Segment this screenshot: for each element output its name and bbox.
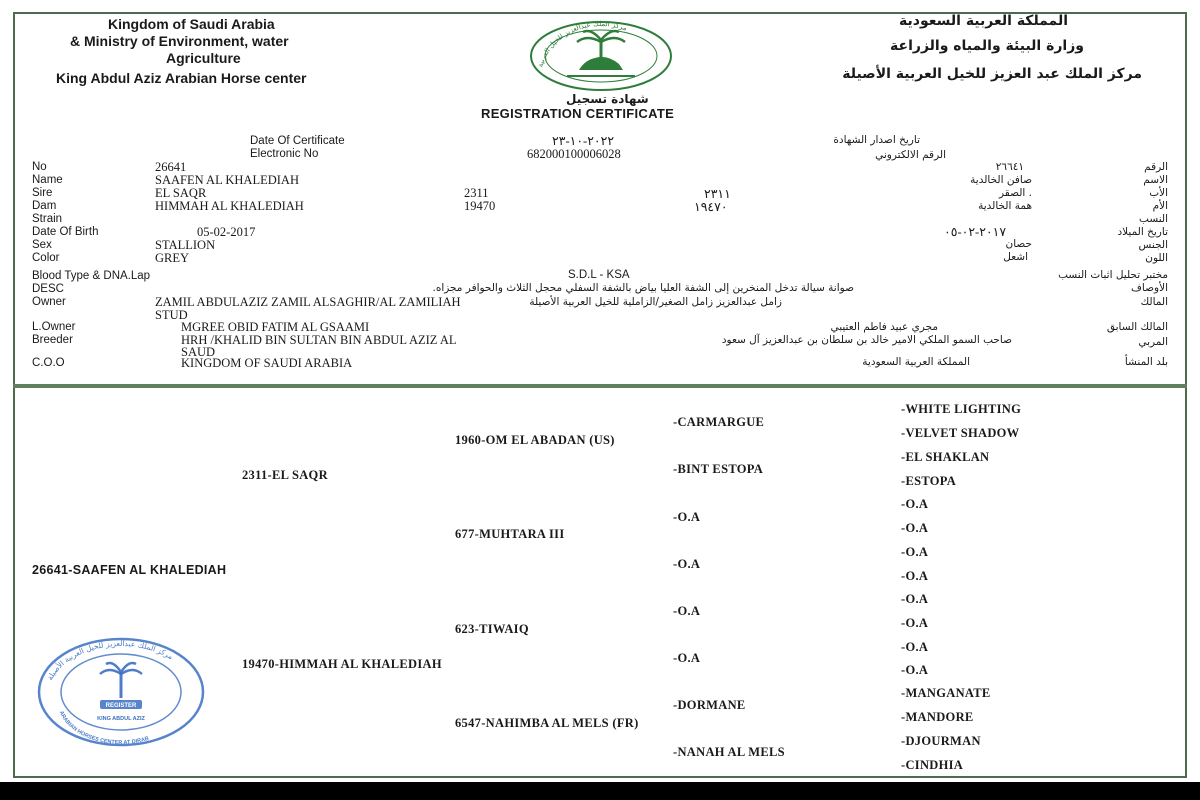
pedigree-gen2-3: 623-TIWAIQ xyxy=(455,622,529,636)
pedigree-gen2-4: 6547-NAHIMBA AL MELS (FR) xyxy=(455,716,639,730)
date-of-birth-label-ar: تاريخ الميلاد xyxy=(1117,226,1168,238)
stamp-text-bottom: ARABIAN HORSES CENTER AT DIRAB xyxy=(57,710,150,747)
pedigree-gen3-5: -O.A xyxy=(673,604,701,618)
pedigree-sire: 2311-EL SAQR xyxy=(242,468,328,482)
desc-value-ar: صوانة سيالة تدخل المنخرين إلى الشفة العليا بياض بالشفة السفلي محجل الثلاث والحوافر مجزاه. xyxy=(432,282,854,294)
pedigree-gen4-2: -VELVET SHADOW xyxy=(901,426,1020,440)
dam-number-ar: ١٩٤٧٠ xyxy=(694,200,728,214)
coo-label: C.O.O xyxy=(32,357,65,369)
coo-value: KINGDOM OF SAUDI ARABIA xyxy=(181,356,353,370)
breeder-value-line1: HRH /KHALID BIN SULTAN BIN ABDUL AZIZ AL xyxy=(181,333,457,347)
pedigree-gen2-2: 677-MUHTARA III xyxy=(455,527,565,541)
header-ar-line3: مركز الملك عبد العزيز للخيل العربية الأصيلة xyxy=(842,66,1142,82)
blood-type-label: Blood Type & DNA.Lap xyxy=(32,270,151,282)
electronic-no-value: 682000100006028 xyxy=(527,147,621,161)
dam-label-ar: الأم xyxy=(1152,200,1168,212)
pedigree-gen4-4: -ESTOPA xyxy=(901,474,957,488)
strain-label: Strain xyxy=(32,213,63,225)
header-ar-line1: المملكة العربية السعودية xyxy=(899,13,1068,29)
name-label: Name xyxy=(32,174,63,186)
bottom-black-bar xyxy=(0,782,1200,800)
color-value-ar: اشعل xyxy=(1003,251,1028,263)
no-value-ar: ٢٦٦٤١ xyxy=(995,161,1024,173)
dam-label: Dam xyxy=(32,200,57,212)
section-divider xyxy=(13,384,1187,388)
name-value-ar: صافن الخالدية xyxy=(970,174,1032,186)
pedigree-gen4-9: -O.A xyxy=(901,592,929,606)
dam-value-ar: همة الخالدية xyxy=(978,200,1032,212)
header-en-line3: Agriculture xyxy=(166,50,241,66)
owner-label-ar: المالك xyxy=(1140,296,1168,308)
pedigree-horse: 26641-SAAFEN AL KHALEDIAH xyxy=(32,563,227,577)
sex-value-ar: حصان xyxy=(1005,238,1032,250)
name-value: SAAFEN AL KHALEDIAH xyxy=(155,173,299,187)
sex-label: Sex xyxy=(32,239,52,251)
breeder-value-line2: SAUD xyxy=(181,345,216,359)
stamp-text-inner: KING ABDUL AZIZ xyxy=(97,716,145,722)
pedigree-gen3-7: -DORMANE xyxy=(673,698,746,712)
pedigree-gen4-3: -EL SHAKLAN xyxy=(901,450,990,464)
sire-number: 2311 xyxy=(464,186,489,200)
blood-type-label-ar: مختبر تحليل اثبات النسب xyxy=(1058,269,1168,281)
header-ar-line2: وزارة البيئة والمياه والزراعة xyxy=(890,38,1084,54)
strain-label-ar: النسب xyxy=(1139,213,1168,225)
pedigree-gen3-8: -NANAH AL MELS xyxy=(673,745,785,759)
stamp-badge: REGISTER xyxy=(105,703,137,709)
header-en-line4: King Abdul Aziz Arabian Horse center xyxy=(56,70,307,86)
owner-label: Owner xyxy=(32,296,66,308)
pedigree-gen3-6: -O.A xyxy=(673,651,701,665)
stamp-text-top: مركز الملك عبدالعزيز للخيل العربية الأصيلة xyxy=(45,638,175,682)
blood-type-value: S.D.L - KSA xyxy=(568,269,630,281)
date-of-birth-label: Date Of Birth xyxy=(32,226,99,238)
l-owner-value-ar: مجري عبيد فاطم العتيبي xyxy=(830,321,938,333)
official-stamp xyxy=(36,636,206,748)
coo-label-ar: بلد المنشأ xyxy=(1124,356,1168,368)
pedigree-gen4-12: -O.A xyxy=(901,663,929,677)
no-value: 26641 xyxy=(155,160,187,174)
sex-label-ar: الجنس xyxy=(1138,239,1168,251)
l-owner-value: MGREE OBID FATIM AL GSAAMI xyxy=(181,320,370,334)
pedigree-gen4-7: -O.A xyxy=(901,545,929,559)
pedigree-gen3-1: -CARMARGUE xyxy=(673,415,765,429)
pedigree-dam: 19470-HIMMAH AL KHALEDIAH xyxy=(242,657,442,671)
pedigree-gen3-4: -O.A xyxy=(673,557,701,571)
date-of-birth-value-ar: ٢٠١٧-٠٢-٠٥ xyxy=(944,225,1007,239)
sire-value: EL SAQR xyxy=(155,186,207,200)
color-value: GREY xyxy=(155,251,190,265)
color-label: Color xyxy=(32,252,60,264)
coo-value-ar: المملكة العربية السعودية xyxy=(862,356,970,368)
header-en-line2: & Ministry of Environment, water xyxy=(70,33,289,49)
color-label-ar: اللون xyxy=(1145,252,1168,264)
owner-value-ar: زامل عبدالعزيز زامل الصغير/الزاملية للخيل العربية الأصيلة xyxy=(529,296,782,308)
l-owner-label-ar: المالك السابق xyxy=(1106,321,1168,333)
dam-number: 19470 xyxy=(464,199,496,213)
date-of-certificate-label-ar: تاريخ اصدار الشهادة xyxy=(833,134,920,146)
electronic-no-label: Electronic No xyxy=(250,148,319,160)
pedigree-gen4-13: -MANGANATE xyxy=(901,686,991,700)
header-en-line1: Kingdom of Saudi Arabia xyxy=(108,16,275,32)
sire-label: Sire xyxy=(32,187,53,199)
pedigree-gen4-10: -O.A xyxy=(901,616,929,630)
sex-value: STALLION xyxy=(155,238,216,252)
pedigree-gen2-1: 1960-OM EL ABADAN (US) xyxy=(455,433,615,447)
owner-value-line1: ZAMIL ABDULAZIZ ZAMIL ALSAGHIR/AL ZAMILIAH xyxy=(155,295,461,309)
electronic-no-label-ar: الرقم الالكتروني xyxy=(875,149,946,161)
pedigree-gen4-8: -O.A xyxy=(901,569,929,583)
date-of-certificate-value: ٢٠٢٢-١٠-٢٣ xyxy=(552,134,615,148)
date-of-certificate-label: Date Of Certificate xyxy=(250,135,345,147)
pedigree-gen4-5: -O.A xyxy=(901,497,929,511)
owner-value-line2: STUD xyxy=(155,308,188,322)
pedigree-gen4-14: -MANDORE xyxy=(901,710,974,724)
certificate-title-en: REGISTRATION CERTIFICATE xyxy=(481,106,675,121)
name-label-ar: الاسم xyxy=(1143,174,1168,186)
desc-label: DESC xyxy=(32,283,64,295)
pedigree-gen4-11: -O.A xyxy=(901,640,929,654)
pedigree-gen4-1: -WHITE LIGHTING xyxy=(901,402,1022,416)
pedigree-gen3-3: -O.A xyxy=(673,510,701,524)
dam-value: HIMMAH AL KHALEDIAH xyxy=(155,199,304,213)
breeder-label-ar: المربي xyxy=(1138,336,1168,348)
sire-value-ar: . الصقر xyxy=(998,187,1032,199)
pedigree-gen4-15: -DJOURMAN xyxy=(901,734,981,748)
sire-number-ar: ٢٣١١ xyxy=(704,187,731,201)
desc-label-ar: الأوصاف xyxy=(1131,282,1168,294)
palm-emblem-logo xyxy=(527,16,675,92)
pedigree-gen4-16: -CINDHIA xyxy=(901,758,964,772)
no-label: No xyxy=(32,161,47,173)
no-label-ar: الرقم xyxy=(1144,161,1168,173)
date-of-birth-value: 05-02-2017 xyxy=(197,225,256,239)
certificate-title-ar: شهادة تسجيل xyxy=(566,92,649,106)
svg-text:مركز الملك عبدالعزيز للخيل الع: مركز الملك عبدالعزيز للخيل العربية xyxy=(536,19,629,69)
breeder-value-ar: صاحب السمو الملكي الامير خالد بن سلطان بن عبدالعزيز آل سعود xyxy=(721,334,1012,346)
pedigree-gen3-2: -BINT ESTOPA xyxy=(673,462,764,476)
breeder-label: Breeder xyxy=(32,334,73,346)
sire-label-ar: الأب xyxy=(1149,187,1168,199)
l-owner-label: L.Owner xyxy=(32,321,76,333)
pedigree-gen4-6: -O.A xyxy=(901,521,929,535)
